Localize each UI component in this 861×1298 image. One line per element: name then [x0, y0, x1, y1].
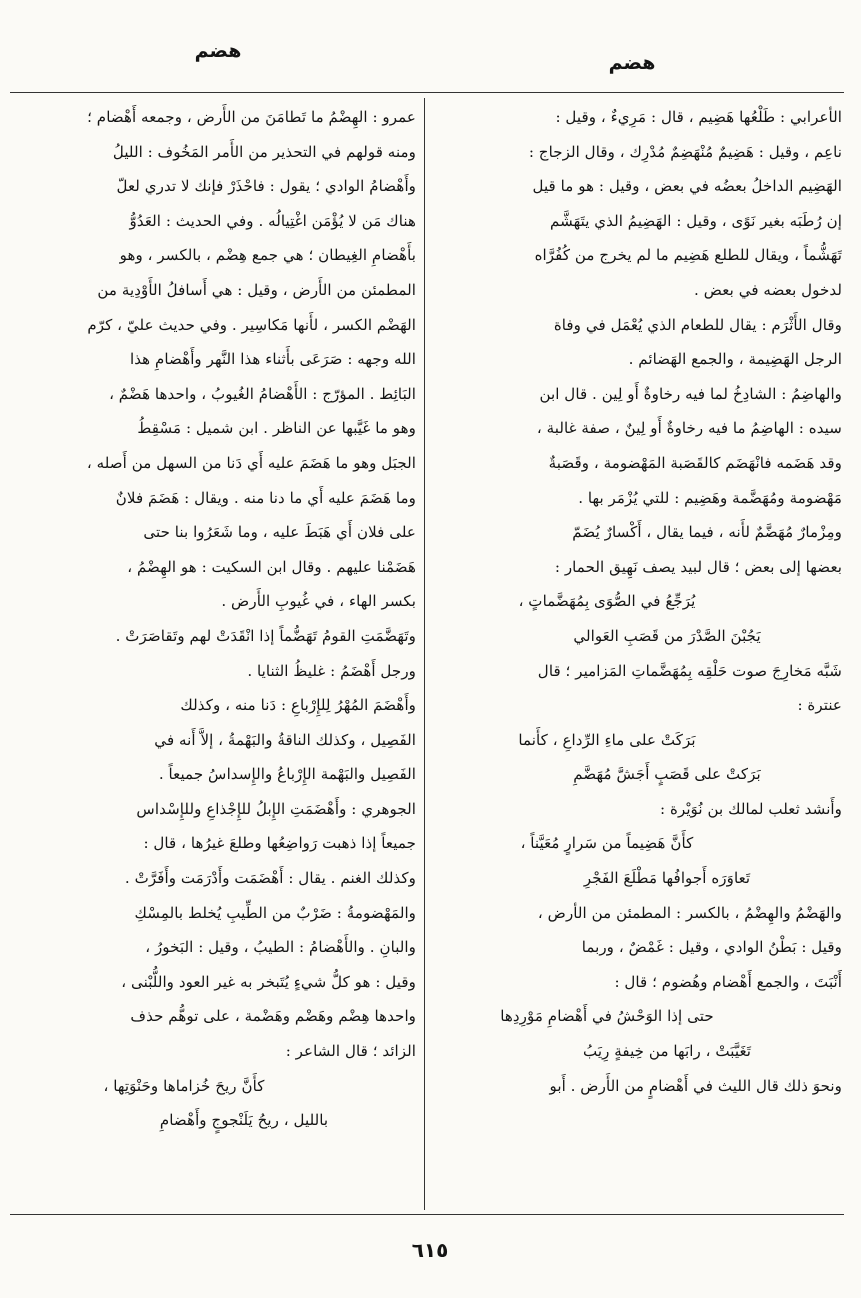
text-line: بعضها إلى بعض ؛ قال لبيد يصف نَهِيق الحمار :	[554, 557, 842, 576]
text-line: ومنه قولهم في التحذير من الأَمر المَخُوف : الليلُ	[112, 142, 416, 161]
verse-line: تَعاوَرَه أَجوافُها مَطْلَعَ الفَجْرِ	[583, 869, 751, 888]
text-line: لدخول بعضه في بعض .	[694, 280, 842, 299]
text-line: وأَنشد ثعلب لمالك بن نُوَيْرة :	[660, 799, 842, 818]
text-line: والمَهْضومةُ : ضَرْبٌ من الطِّيبِ يُخلط بالمِسْكِ	[134, 903, 416, 922]
column-divider	[424, 98, 425, 1210]
verse-line: تَغَيَّبَتْ ، رابَها من خِيفةٍ رِيَبُ	[582, 1042, 752, 1061]
text-line: مَهْضومة ومُهَضَّمة وهَضِيم : للتي يُزْمَر بها .	[578, 488, 842, 507]
text-line: والهَضْمُ والهِضْمُ ، بالكسر : المطمئن من الأرض ،	[537, 903, 842, 922]
verse-line: كأَنَّ ريحَ خُزاماها وحَنْوَتِها ،	[103, 1076, 265, 1095]
bottom-rule	[10, 1214, 844, 1215]
text-line: ومِزْمارٌ مُهَضَّمٌ لأَنه ، فيما يقال ، أَكْسارٌ يُضَمّ	[572, 523, 842, 542]
text-line: وأَهْضامُ الوادي ؛ يقول : فاحْذَرْ فإنك لا تدري لعلّ	[116, 177, 416, 196]
text-line: وأَهْضَمَ المُهْرُ لِلإِرْباعِ : دَنا منه ، وكذلك	[180, 696, 416, 715]
verse-line: بَرَكتْ على قَصَبٍ أَجَشَّ مُهَضَّمِ	[573, 765, 761, 784]
text-line: وكذلك الغنم . يقال : أَهْضَمَت وأَدْرَمَت وأَفَرَّتْ .	[124, 869, 416, 888]
text-line: على فلان أَي هَبَطَ عليه ، وما شَعَرُوا بنا حتى	[143, 523, 416, 542]
running-header-right: هضم	[608, 52, 656, 74]
text-line: تَهَشُّماً ، ويقال للطلع هَضِيم ما لم يخرج من كُفُرَّاه	[534, 246, 842, 265]
text-line: واحدها هِضْم وهَضْم وهَضْمة ، على توهُّم حذف	[130, 1007, 416, 1026]
text-line: الأعرابي : طَلْعُها هَضِيم ، قال : مَرِيءٌ ، وقيل :	[555, 108, 842, 126]
top-rule	[10, 92, 844, 93]
text-line: بأَهْضامِ الغِيطان ؛ هي جمع هِضْم ، بالكسر ، وهو	[119, 246, 416, 265]
text-line: ونحوَ ذلك قال الليث في أَهْضامٍ من الأَرض . أَبو	[549, 1076, 842, 1095]
right-column	[432, 100, 842, 1208]
text-line: إن رُطَبَه بغير نَوًى ، وقيل : الهَضِيمُ الذي يتَهَشَّم	[549, 211, 842, 230]
text-line: الهَضِيم الداخلُ بعضُه في بعض ، وقيل : هو ما قيل	[532, 177, 842, 196]
text-line: بكسر الهاء ، في غُيوبِ الأَرض .	[221, 592, 416, 611]
text-line: وقيل : بَطْنُ الوادي ، وقيل : غَمْضٌ ، وربما	[581, 938, 842, 957]
text-line: هناك مَن لا يُؤْمَن اغْتِيالُه . وفي الحديث : العَدُوُّ	[129, 211, 416, 230]
running-header-left: هضم	[194, 40, 242, 62]
text-line: سيده : الهاضِمُ ما فيه رخاوةٌ أَو لِينٌ ، صفة غالبة ،	[536, 419, 842, 438]
left-column	[12, 100, 416, 1208]
text-line: البَائِط . المؤرّج : الأَهْضامُ الغُيوبُ ، واحدها هَضْمٌ ،	[109, 384, 416, 403]
page-number: ٦١٥	[411, 1238, 449, 1262]
text-line: الجبَل وهو ما هَضَمَ عليه أَي دَنا من السهل من أَصله ،	[86, 453, 416, 472]
text-line: وقد هَضَمه فانْهَضَم كالقَصَبة المَهْضومة ، وقَصَبةٌ	[548, 453, 842, 472]
text-line: وهو ما غَيَّبها عن الناظر . ابن شميل : مَسْقِطُ	[137, 419, 416, 438]
text-line: أَنْبَتَ ، والجمع أَهْضام وهُضوم ؛ قال :	[614, 972, 842, 991]
text-line: وتَهَضَّمَتِ القومُ تَهَضُّماً إذا انْقَدَتْ لهم وتَقاصَرَتْ .	[115, 626, 416, 645]
text-line: وقال الأَثْرَم : يقال للطعام الذي يُعْمَل في وفاة	[553, 315, 842, 334]
verse-line: حتى إذا الوَحْشُ في أَهْضامِ مَوْرِدِها	[500, 1007, 714, 1026]
text-line: المطمئن من الأَرض ، وقيل : هي أَسافلُ الأَوْدِية من	[97, 280, 416, 299]
text-line: ناعِم ، وقيل : هَضِيمٌ مُنْهَضِمٌ مُدْرِك ، وقال الزجاج :	[528, 142, 842, 161]
verse-line: يُرَجِّعُ في الصُّوَى بِمُهَضَّماتٍ ،	[518, 592, 696, 611]
text-line: الفَصِيل ، وكذلك الناقةُ والبَهْمةُ ، إلاَّ أَنه في	[154, 730, 416, 749]
text-line: الرجل الهَضِيمة ، والجمع الهَضائم .	[628, 350, 842, 369]
text-line: الهَضْم الكسر ، لأَنها مَكاسِير . وفي حديث عليّ ، كرّم	[87, 315, 416, 334]
text-line: جميعاً إذا ذهبت رَواضِعُها وطلعَ غيرُها ، قال :	[143, 834, 416, 853]
text-line: وقيل : هو كلُّ شيءٍ يُتَبخر به غير العود واللُّبْنى ،	[121, 972, 416, 991]
verse-line: بَرَكَتْ على ماءِ الرِّداعِ ، كأَنما	[518, 730, 696, 749]
text-line: ورجل أَهْضَمُ : غليظُ الثنايا .	[247, 661, 416, 680]
text-line: هَضَمْنا عليهم . وقال ابن السكيت : هو الهِضْمُ ،	[127, 557, 416, 576]
verse-line: بالليل ، ريحُ يَلَنْجوجٍ وأَهْضامِ	[159, 1111, 329, 1130]
text-line: عمرو : الهِضْمُ ما تَطامَنَ من الأَرض ، وجمعه أَهْضام ؛	[87, 108, 416, 126]
text-line: الله وجهه : صَرَعَى بأَثناء هذا النَّهر وأَهْضامِ هذا	[129, 350, 416, 369]
text-line: عنترة :	[797, 696, 842, 715]
text-line: وما هَضَمَ عليه أَي ما دنا منه . ويقال : هَضَمَ فلانٌ	[115, 488, 416, 507]
text-line: شَبَّه مَخارِجَ صوت حَلْقِه بِمُهَضَّماتِ المَزامير ؛ قال	[537, 661, 842, 680]
text-line: الفَصِيل والبَهْمة الإِرْباعُ والإِسداسُ جميعاً .	[158, 765, 416, 784]
verse-line: يَجُبْنَ الصَّدْرَ من قَصَبِ العَوالي	[573, 626, 761, 645]
verse-line: كأَنَّ هَضِيماً من سَرارٍ مُعَيَّناً ،	[520, 834, 694, 853]
text-line: والهاضِمُ : الشادِخُ لما فيه رخاوةٌ أَو لِين . قال ابن	[539, 384, 842, 403]
text-line: الجوهري : وأَهْضَمَتِ الإِبلُ للإِجْذاعِ وللإِسْداس	[136, 799, 416, 818]
text-line: والبانِ . والأَهْضامُ : الطيبُ ، وقيل : البَخورُ ،	[145, 938, 416, 957]
text-line: الزائد ؛ قال الشاعر :	[285, 1042, 416, 1061]
